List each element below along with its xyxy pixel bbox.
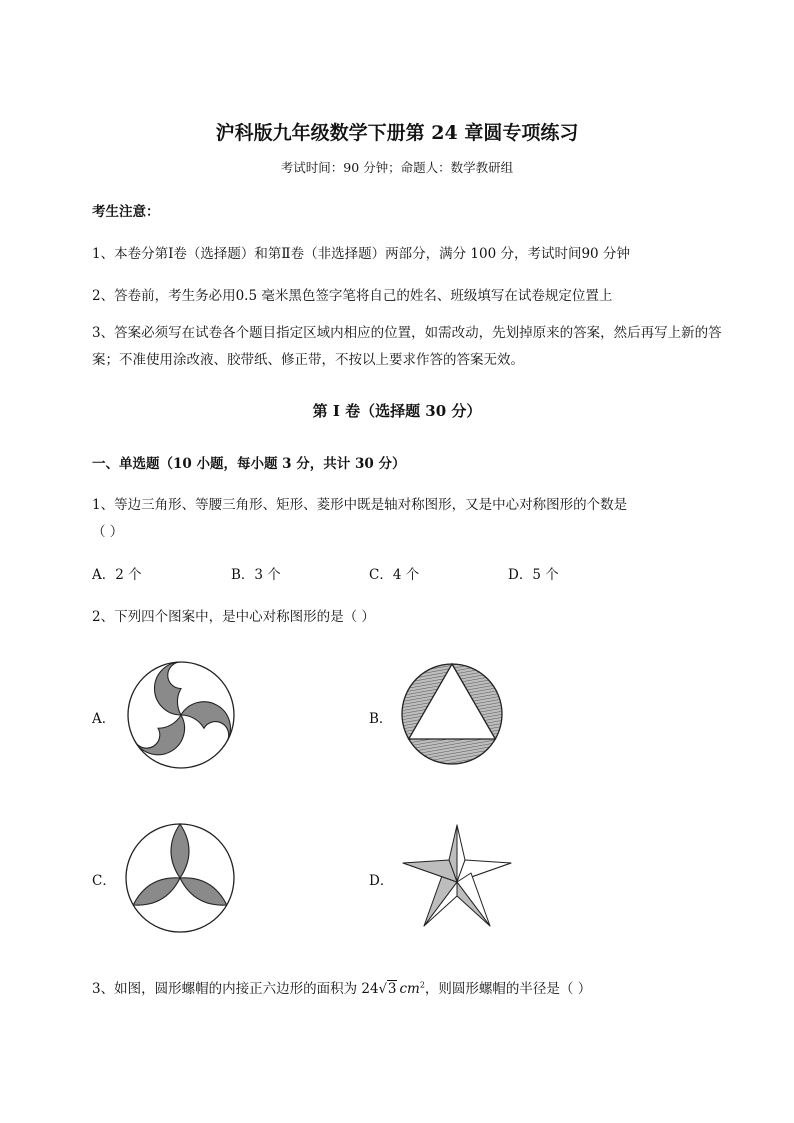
part-heading: 一、单选题（10 小题，每小题 3 分，共计 30 分） bbox=[92, 456, 406, 472]
q1-option-c[interactable]: C．4 个 bbox=[369, 567, 420, 583]
q1-option-b[interactable]: B．3 个 bbox=[231, 567, 281, 583]
q2-label-a[interactable]: A． bbox=[92, 711, 116, 727]
q1-option-d[interactable]: D．5 个 bbox=[508, 567, 559, 583]
figure-d-star[interactable] bbox=[401, 822, 513, 930]
notice-item-3: 3、答案必须写在试卷各个题目指定区域内相应的位置，如需改动，先划掉原来的答案，然后再写上新的答案；不准使用涂改液、胶带纸、修正带，不按以上要求作答的答案无效。 bbox=[92, 325, 722, 368]
area-unit: cm bbox=[399, 981, 420, 997]
sqrt-sign: √ bbox=[378, 982, 387, 997]
figure-c-three-petals[interactable] bbox=[124, 822, 236, 934]
notice-heading: 考生注意： bbox=[92, 204, 160, 220]
q1-option-a[interactable]: A．2 个 bbox=[92, 567, 142, 583]
area-unit-exponent: 2 bbox=[419, 980, 425, 990]
notice-item-1: 1、本卷分第I卷（选择题）和第Ⅱ卷（非选择题）两部分，满分 100 分，考试时间90 分钟 bbox=[92, 246, 630, 262]
exam-title: 沪科版九年级数学下册第 24 章圆专项练习 bbox=[215, 122, 579, 144]
section-title: 第 I 卷（选择题 30 分） bbox=[312, 402, 482, 420]
question-3-text-before: 3、如图，圆形螺帽的内接正六边形的面积为 24 bbox=[92, 981, 379, 997]
question-1-blank: （ ） bbox=[92, 524, 124, 540]
figure-d-star-facets bbox=[403, 825, 511, 926]
question-1-stem: 1、等边三角形、等腰三角形、矩形、菱形中既是轴对称图形，又是中心对称图形的个数是 bbox=[92, 497, 628, 513]
q2-label-b[interactable]: B． bbox=[369, 711, 393, 727]
figure-a-tomoe[interactable] bbox=[126, 660, 236, 770]
q2-label-c[interactable]: C． bbox=[92, 873, 116, 889]
question-3-text-after: ，则圆形螺帽的半径是（ ） bbox=[424, 981, 592, 997]
notice-item-2: 2、答卷前，考生务必用0.5 毫米黑色签字笔将自己的姓名、班级填写在试卷规定位置上 bbox=[92, 288, 613, 304]
question-3-stem bbox=[92, 977, 591, 997]
q2-label-d[interactable]: D． bbox=[369, 873, 394, 889]
figure-b-triangle-circle[interactable] bbox=[400, 662, 504, 766]
exam-subtitle: 考试时间：90 分钟；命题人：数学教研组 bbox=[280, 160, 514, 175]
question-2-stem: 2、下列四个图案中，是中心对称图形的是（ ） bbox=[92, 609, 375, 625]
sqrt-radicand: 3 bbox=[387, 981, 397, 997]
